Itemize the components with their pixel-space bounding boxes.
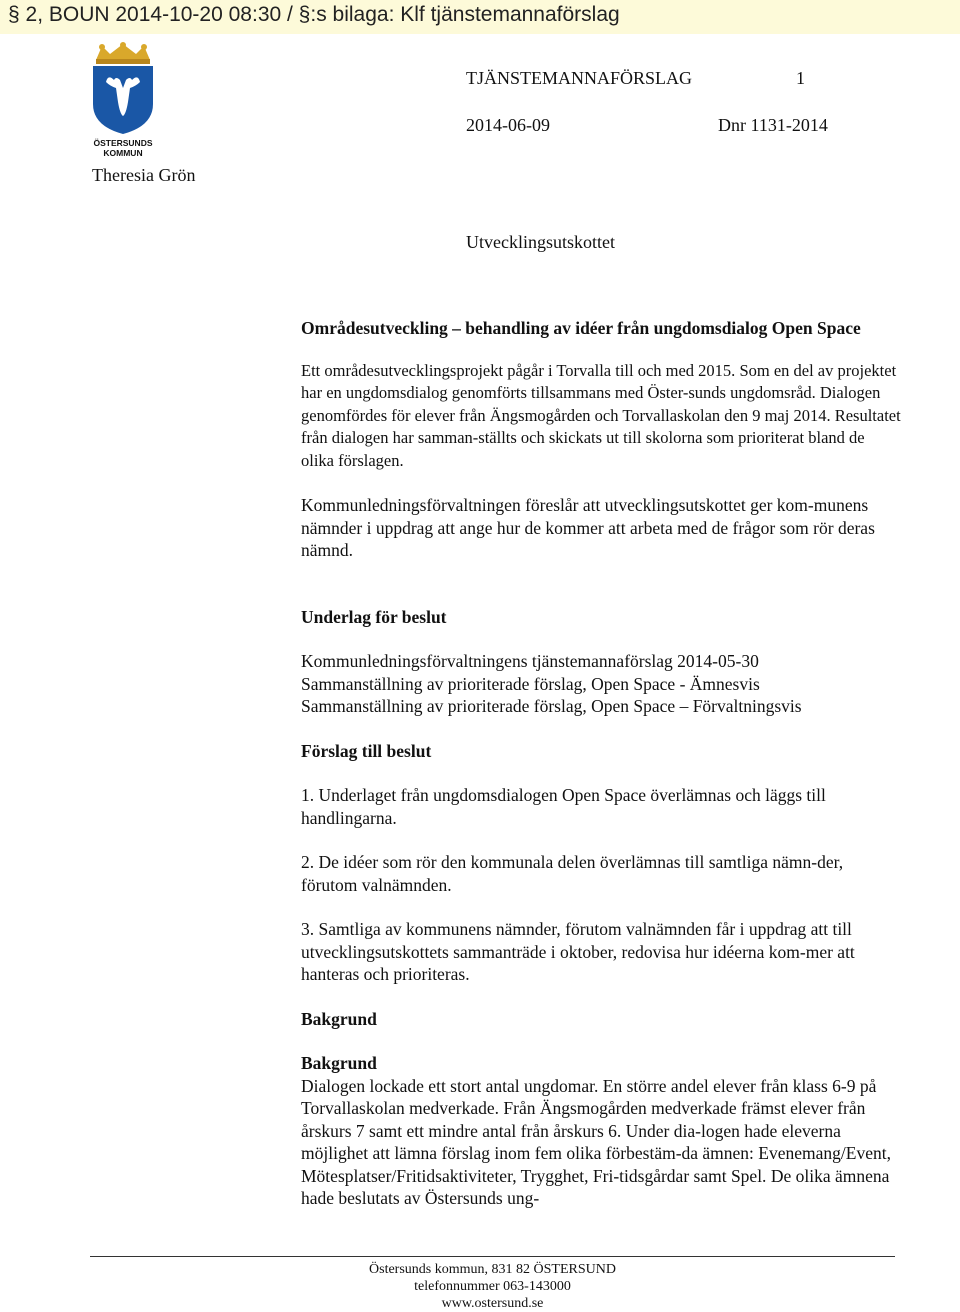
- footer-phone: telefonnummer 063-143000: [414, 1279, 571, 1294]
- document-title: Områdesutveckling – behandling av idéer från ungdomsdialog Open Space: [301, 318, 861, 338]
- author-name: Theresia Grön: [92, 165, 196, 185]
- decision-heading: Förslag till beslut: [301, 740, 432, 761]
- background-subheading: Bakgrund: [301, 1053, 377, 1073]
- diary-number: Dnr 1131-2014: [718, 115, 828, 135]
- document-body: [301, 317, 901, 1210]
- document-type: TJÄNSTEMANNAFÖRSLAG: [466, 68, 693, 88]
- intro-paragraph: Ett områdesutvecklingsprojekt pågår i Torvalla till och med 2015. Som en del av projektet har en ungdomsdialog genomförts tillsammans med Öster-sunds ungdomsråd. Dialogen genomfördes för elever från Ängsmogården och Torvallaskolan den 9 maj 2014. Resultatet från dialogen har samman-ställts och skickats ut till skolorna som prioriterat bland de olika förslagen.: [301, 360, 901, 470]
- municipality-logo: [88, 42, 158, 162]
- decision-item: 3. Samtliga av kommunens nämnder, förutom valnämnden får i uppdrag att till utvecklingsutskottets sammanträde i oktober, redovisa hur idéerna kom-mer att hanteras och prioriteras.: [301, 919, 855, 984]
- coat-of-arms-icon: [88, 42, 158, 162]
- footer-website[interactable]: www.ostersund.se: [441, 1296, 544, 1311]
- basis-heading: Underlag för beslut: [301, 606, 447, 627]
- background-heading: Bakgrund: [301, 1008, 377, 1029]
- basis-list: [301, 650, 901, 718]
- background-paragraph: Dialogen lockade ett stort antal ungdomar. En större andel elever från klass 6-9 på Torvallaskolan medverkade. Från Ängsmogården medverkade främst elever från årskurs 7 samt ett mindre antal från årskurs 6. Under dia-logen hade eleverna möjlighet att lämna förslag inom fem olika förbestäm-da ämnen: Evenemang/Event, Mötesplatser/Fritidsaktiviteter, Trygghet, Fri-tidsgårdar samt Spel. De olika ämnena hade beslutats av Östersunds ung-: [301, 1075, 891, 1208]
- document-date: 2014-06-09: [466, 115, 550, 135]
- decision-item: 2. De idéer som rör den kommunala delen överlämnas till samtliga nämn-der, förutom valnämnden.: [301, 852, 844, 895]
- proposal-paragraph: Kommunledningsförvaltningen föreslår att utvecklingsutskottet ger kom-munens nämnder i uppdrag att ange hur de kommer att arbeta med de frågor som rör deras nämnd.: [301, 495, 875, 560]
- basis-item: Sammanställning av prioriterade förslag, Open Space - Ämnesvis: [301, 673, 760, 694]
- logo-text-1: ÖSTERSUNDS: [93, 138, 153, 148]
- recipient: Utvecklingsutskottet: [466, 232, 615, 252]
- basis-item: Kommunledningsförvaltningens tjänstemannaförslag 2014-05-30: [301, 651, 759, 671]
- footer: [0, 1261, 960, 1312]
- basis-item: Sammanställning av prioriterade förslag, Open Space – Förvaltningsvis: [301, 696, 802, 716]
- top-banner: [0, 0, 960, 34]
- footer-address: Östersunds kommun, 831 82 ÖSTERSUND: [369, 1262, 616, 1277]
- page-number: 1: [796, 68, 805, 88]
- decision-item: 1. Underlaget från ungdomsdialogen Open Space överlämnas och läggs till handlingarna.: [301, 785, 826, 828]
- logo-text-2: KOMMUN: [103, 148, 143, 158]
- footer-divider: [90, 1256, 895, 1257]
- banner-text: § 2, BOUN 2014-10-20 08:30 / §:s bilaga: Klf tjänstemannaförslag: [8, 3, 620, 26]
